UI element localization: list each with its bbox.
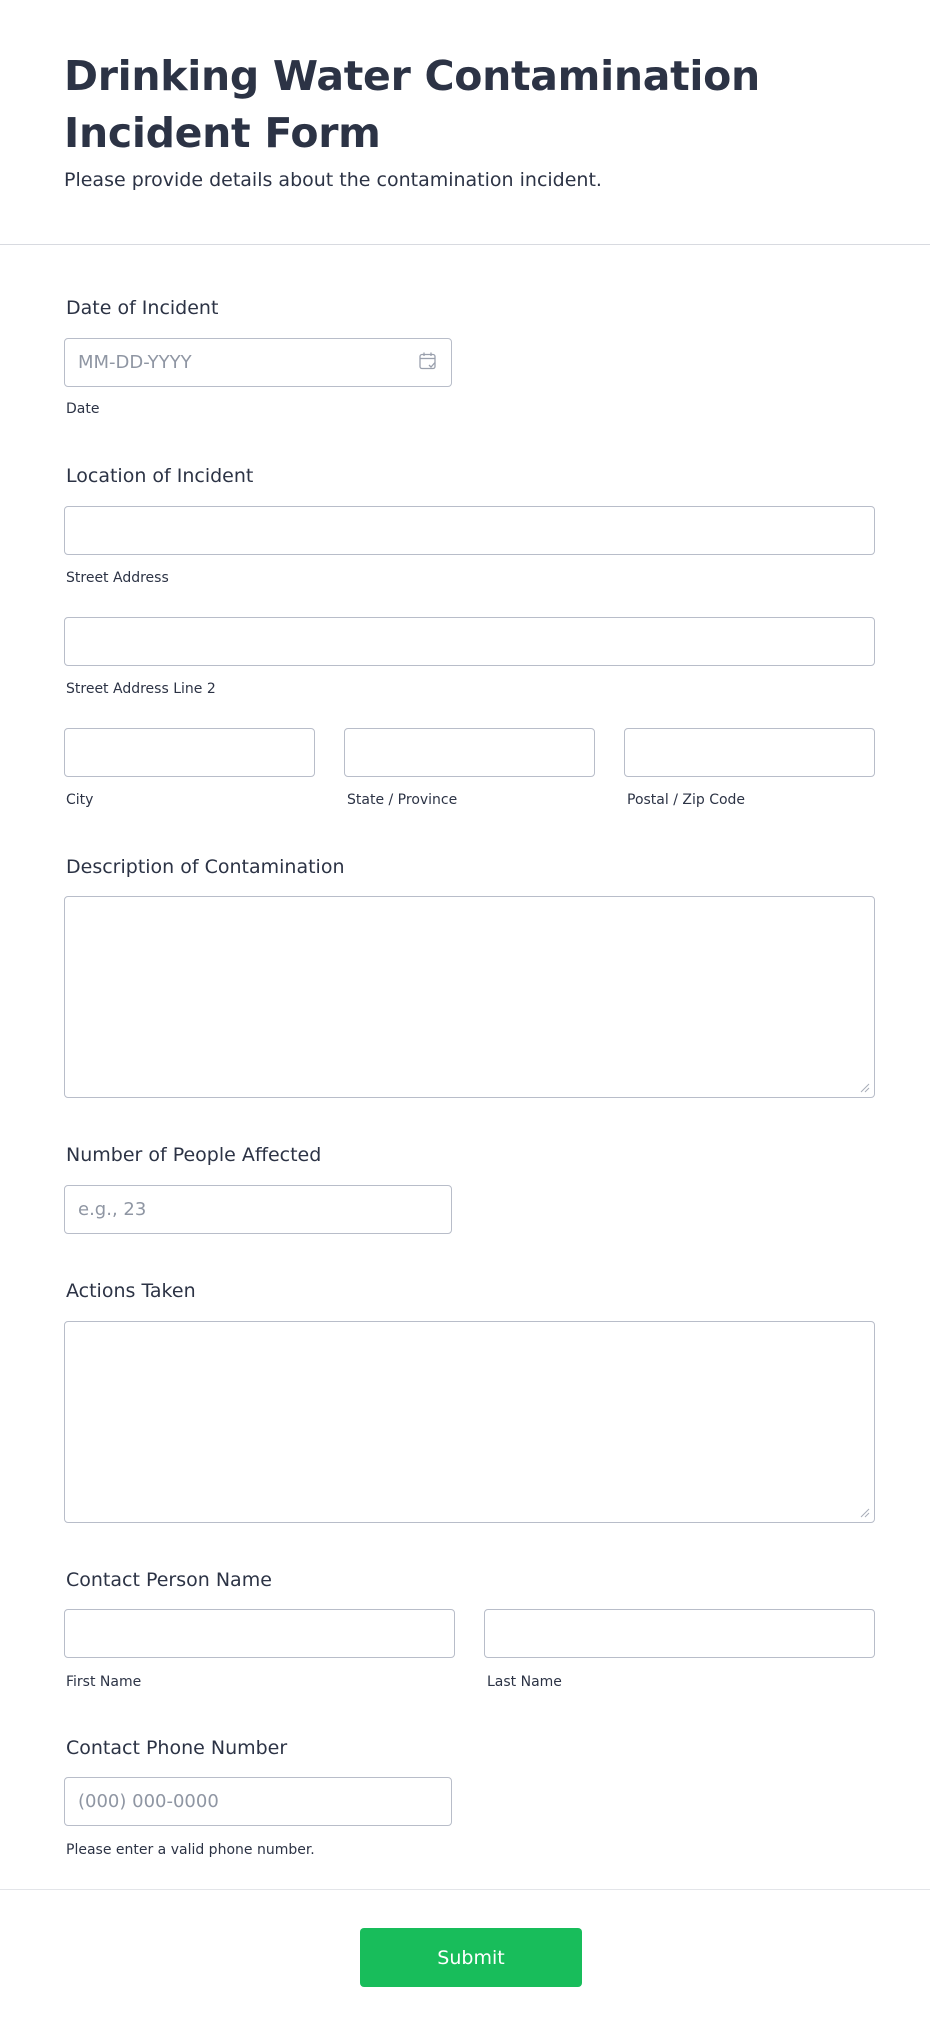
description-label: Description of Contamination (66, 856, 345, 878)
first-name-sublabel: First Name (66, 1674, 142, 1690)
street-address-line-2-input[interactable] (64, 617, 875, 666)
description-textarea[interactable] (64, 896, 875, 1098)
date-of-incident-input[interactable] (64, 338, 452, 387)
contact-phone-input[interactable] (64, 1777, 452, 1826)
state-province-input[interactable] (344, 728, 595, 777)
resize-grip-icon[interactable] (860, 1083, 870, 1093)
postal-zip-code-input[interactable] (624, 728, 875, 777)
resize-grip-icon[interactable] (860, 1508, 870, 1518)
phone-hint-sublabel: Please enter a valid phone number. (66, 1842, 315, 1858)
form-title: Drinking Water Contamination Incident Form (64, 52, 760, 157)
street-address-line-2-sublabel: Street Address Line 2 (66, 681, 216, 697)
date-sublabel: Date (66, 401, 100, 417)
date-of-incident-label: Date of Incident (66, 297, 219, 319)
footer-divider (0, 1889, 930, 1890)
form-header (0, 0, 930, 245)
people-affected-input[interactable] (64, 1185, 452, 1234)
form-subtitle: Please provide details about the contamination incident. (64, 169, 602, 191)
postal-zip-code-sublabel: Postal / Zip Code (627, 792, 746, 808)
last-name-input[interactable] (484, 1609, 875, 1658)
submit-button[interactable]: Submit (360, 1928, 582, 1987)
location-of-incident-label: Location of Incident (66, 465, 254, 487)
people-affected-label: Number of People Affected (66, 1144, 322, 1166)
last-name-sublabel: Last Name (487, 1674, 562, 1690)
first-name-input[interactable] (64, 1609, 455, 1658)
city-sublabel: City (66, 792, 94, 808)
contact-person-name-label: Contact Person Name (66, 1569, 272, 1591)
state-province-sublabel: State / Province (347, 792, 458, 808)
street-address-sublabel: Street Address (66, 570, 169, 586)
street-address-input[interactable] (64, 506, 875, 555)
actions-taken-textarea[interactable] (64, 1321, 875, 1523)
contact-phone-label: Contact Phone Number (66, 1737, 288, 1759)
city-input[interactable] (64, 728, 315, 777)
actions-taken-label: Actions Taken (66, 1280, 196, 1302)
calendar-icon[interactable] (418, 351, 438, 371)
